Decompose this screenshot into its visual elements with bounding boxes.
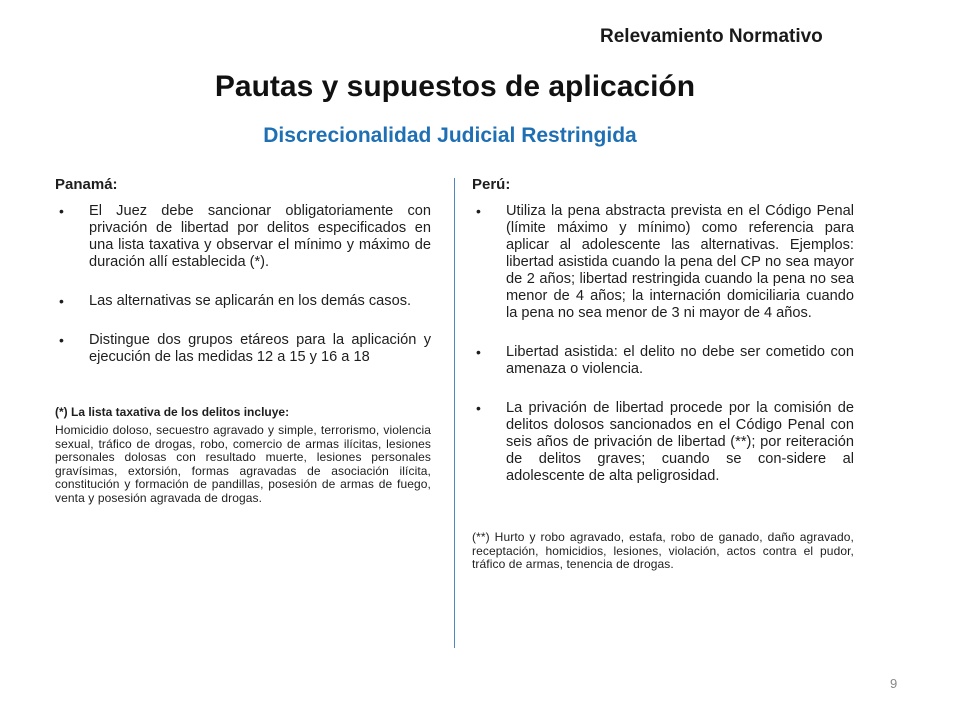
panama-heading: Panamá: — [55, 176, 118, 193]
list-item — [55, 203, 431, 271]
bullet-text: Distingue dos grupos etáreos para la aplicación y ejecución de las medidas 12 a 15 y 16 a 18 — [89, 332, 431, 365]
bullet-icon: • — [476, 400, 481, 416]
page-title: Pautas y supuestos de aplicación — [214, 70, 696, 103]
bullet-icon: • — [476, 203, 481, 219]
list-item — [472, 400, 854, 485]
bullet-icon: • — [59, 293, 64, 309]
panama-bullet-list — [55, 203, 431, 366]
panama-column — [55, 176, 431, 506]
section-label: Relevamiento Normativo — [600, 26, 823, 47]
peru-column — [472, 176, 854, 572]
peru-bullet-list — [472, 203, 854, 485]
list-item — [472, 344, 854, 378]
list-item — [55, 293, 431, 310]
list-item — [55, 332, 431, 366]
list-item — [472, 203, 854, 322]
bullet-icon: • — [476, 344, 481, 360]
bullet-text: Utiliza la pena abstracta prevista en el Código Penal (límite máximo y mínimo) como referencia para aplicar al adolescente las alternativas. Ejemplos: libertad asistida cuando la pena del CP no sea mayor de 2 años; libertad restringida cuando la pena no sea menor de 4 años; la internación domiciliaria cuando la pena no sea menor de 3 ni mayor de 4 años. — [506, 203, 854, 321]
page-subtitle: Discrecionalidad Judicial Restringida — [263, 124, 637, 147]
bullet-text: La privación de libertad procede por la comisión de delitos dolosos sancionados en el Código Penal con seis años de privación de libertad (**); por reiteración de delitos graves; cuando se con-sidere al adolescente de alta peligrosidad. — [506, 400, 854, 484]
bullet-icon: • — [59, 332, 64, 348]
bullet-text: El Juez debe sancionar obligatoriamente con privación de libertad por delitos especificados en una lista taxativa y observar el mínimo y máximo de duración allí establecida (*). — [89, 203, 431, 270]
page-number: 9 — [890, 676, 898, 691]
column-divider — [454, 178, 455, 648]
bullet-text: Libertad asistida: el delito no debe ser cometido con amenaza o violencia. — [506, 344, 854, 377]
panama-footnote: Homicidio doloso, secuestro agravado y simple, terrorismo, violencia sexual, tráfico de drogas, robo, comercio de armas ilícitas, lesiones personales dolosas con resultado muerte, lesiones personales gravísimas, extorsión, formas agravadas de asociación ilícita, constitución y formación de pandillas, posesión de armas de fuego, venta y posesión agravada de drogas. — [55, 423, 431, 505]
bullet-icon: • — [59, 203, 64, 219]
peru-footnote: (**) Hurto y robo agravado, estafa, robo de ganado, daño agravado, receptación, homicidios, lesiones, violación, actos contra el pudor, tráfico de armas, tenencia de drogas. — [472, 530, 854, 572]
peru-heading: Perú: — [472, 176, 511, 193]
bullet-text: Las alternativas se aplicarán en los demás casos. — [89, 293, 412, 309]
panama-footnote-title: (*) La lista taxativa de los delitos incluye: — [55, 405, 290, 419]
